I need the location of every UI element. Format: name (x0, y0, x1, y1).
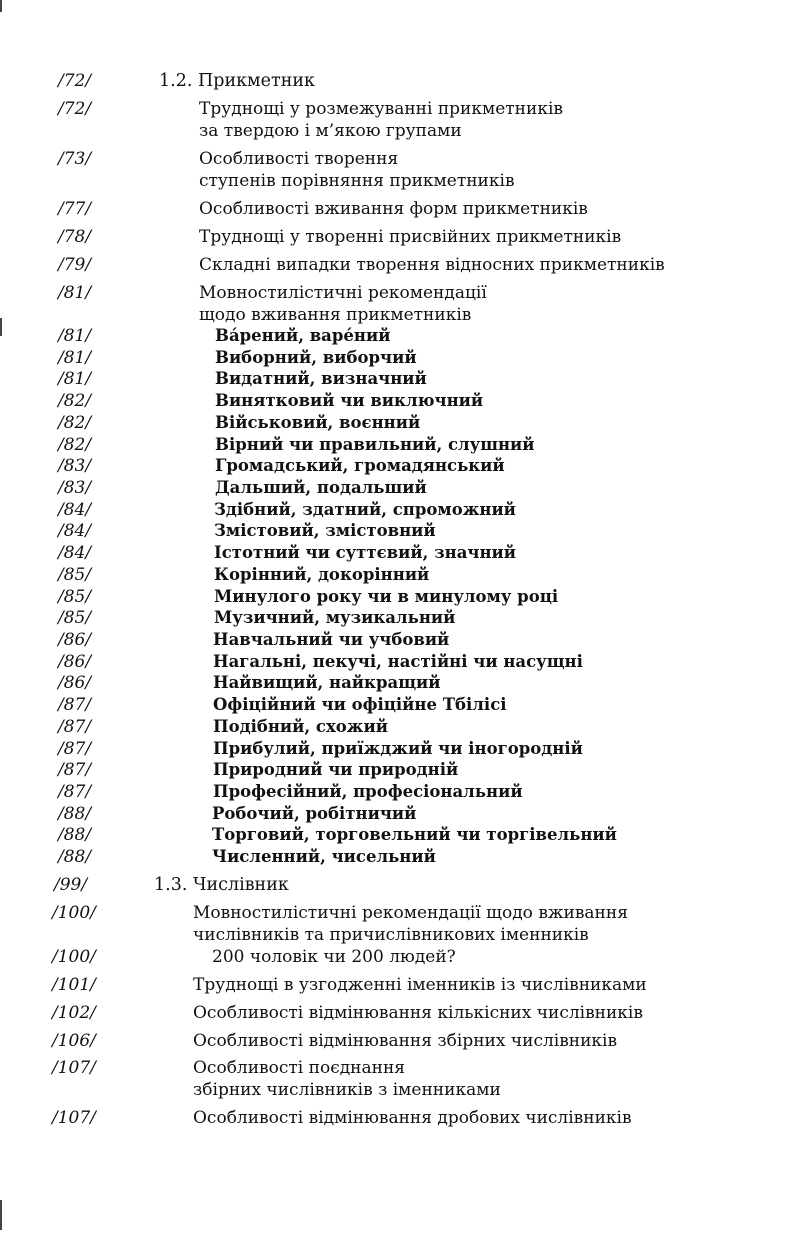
entry-title: Особливості поєднання (193, 1058, 406, 1078)
page-number: /100/ (52, 903, 96, 923)
page-number: /81/ (58, 369, 92, 389)
page-number: /84/ (58, 543, 92, 563)
entry-title: Вірний чи правильний, слушний (215, 435, 535, 454)
entry-title: Особливості відмінювання дробових числівників (193, 1108, 632, 1128)
page-number: /85/ (58, 565, 92, 585)
page-number: /81/ (58, 348, 92, 368)
page-number: /84/ (58, 521, 92, 541)
entry-title: Природний чи природній (213, 760, 459, 779)
entry-title: Навчальний чи учбовий (213, 630, 450, 649)
entry-title: Ва́рений, варе́ний (215, 326, 391, 345)
entry-title: Труднощі в узгодженні іменників із числівниками (193, 975, 647, 995)
page-number: /77/ (58, 199, 92, 219)
entry-title: Здібний, здатний, спроможний (214, 500, 516, 519)
page-number: /81/ (58, 283, 92, 303)
page-number: /72/ (58, 99, 92, 119)
page-number: /81/ (58, 326, 92, 346)
page-number: /84/ (58, 500, 92, 520)
entry-title: Прибулий, приїжджий чи іногородній (213, 739, 583, 758)
entry-title: Видатний, визначний (215, 369, 427, 388)
page-number: /73/ (58, 149, 92, 169)
page-number: /72/ (58, 71, 92, 91)
page-number: /88/ (58, 825, 92, 845)
page-number: /82/ (58, 413, 92, 433)
page-number: /101/ (52, 975, 96, 995)
page-number: /100/ (52, 947, 96, 967)
page-number: /106/ (52, 1031, 96, 1051)
entry-title: Професійний, професіональний (213, 782, 523, 801)
entry-title: Дальший, подальший (215, 478, 427, 497)
page-number: /88/ (58, 847, 92, 867)
section-title: Прикметник (197, 71, 315, 91)
section-number: 1.2. (159, 71, 193, 91)
page-number: /83/ (58, 456, 92, 476)
page-number: /107/ (52, 1058, 96, 1078)
entry-title: Виборний, виборчий (215, 348, 417, 367)
page-number: /83/ (58, 478, 92, 498)
page-number: /82/ (58, 391, 92, 411)
page-number: /102/ (52, 1003, 96, 1023)
scan-edge-mark (0, 1200, 2, 1230)
page-number: /86/ (58, 673, 92, 693)
entry-title-continued: щодо вживання прикметників (199, 305, 472, 325)
page-number: /86/ (58, 630, 92, 650)
entry-title: Офіційний чи офіційне Тбілісі (213, 695, 507, 714)
entry-title: Винятковий чи виключний (215, 391, 484, 410)
entry-title-continued: збірних числівників з іменниками (193, 1080, 501, 1100)
entry-title: Труднощі у розмежуванні прикметників (199, 99, 563, 119)
entry-title: Труднощі у творенні присвійних прикметників (199, 227, 622, 247)
entry-title-continued: числівників та причислівникових іменників (193, 925, 589, 945)
entry-title: Складні випадки творення відносних прикметників (199, 255, 665, 275)
entry-title: Особливості відмінювання збірних числівників (193, 1031, 618, 1051)
entry-title: Найвищий, найкращий (213, 673, 441, 692)
scan-edge-mark (0, 0, 2, 12)
entry-title: Мовностилістичні рекомендації щодо вживання (193, 903, 628, 923)
entry-title: Численний, чисельний (212, 847, 436, 866)
page-number: /87/ (58, 717, 92, 737)
entry-title: 200 чоловік чи 200 людей? (212, 947, 456, 967)
page-number: /87/ (58, 695, 92, 715)
page-number: /88/ (58, 804, 92, 824)
entry-title: Змістовий, змістовний (214, 521, 436, 540)
entry-title: Музичний, музикальний (214, 608, 456, 627)
entry-title: Особливості відмінювання кількісних числівників (193, 1003, 643, 1023)
page-number: /78/ (58, 227, 92, 247)
section-title: Числівник (192, 875, 289, 895)
page-number: /99/ (54, 875, 88, 895)
entry-title: Корінний, докорінний (214, 565, 430, 584)
entry-title: Мовностилістичні рекомендації (199, 283, 487, 303)
entry-title: Нагальні, пекучі, настійні чи насущні (213, 652, 583, 671)
entry-title: Подібний, схожий (213, 717, 388, 736)
page-number: /87/ (58, 760, 92, 780)
entry-title-continued: ступенів порівняння прикметників (199, 171, 515, 191)
entry-title: Військовий, воєнний (215, 413, 421, 432)
entry-title: Громадський, громадянський (215, 456, 505, 475)
entry-title: Торговий, торговельний чи торгівельний (212, 825, 617, 844)
page-number: /87/ (58, 782, 92, 802)
page-number: /85/ (58, 608, 92, 628)
page-number: /107/ (52, 1108, 96, 1128)
entry-title-continued: за твердою і м’якою групами (199, 121, 462, 141)
section-number: 1.3. (154, 875, 188, 895)
entry-title: Особливості вживання форм прикметників (199, 199, 588, 219)
scan-edge-mark (0, 318, 2, 336)
page-number: /87/ (58, 739, 92, 759)
page-number: /79/ (58, 255, 92, 275)
entry-title: Істотний чи суттєвий, значний (214, 543, 517, 562)
entry-title: Минулого року чи в минулому році (214, 587, 559, 606)
entry-title: Робочий, робітничий (212, 804, 417, 823)
page-number: /85/ (58, 587, 92, 607)
page-number: /82/ (58, 435, 92, 455)
page-number: /86/ (58, 652, 92, 672)
entry-title: Особливості творення (199, 149, 399, 169)
